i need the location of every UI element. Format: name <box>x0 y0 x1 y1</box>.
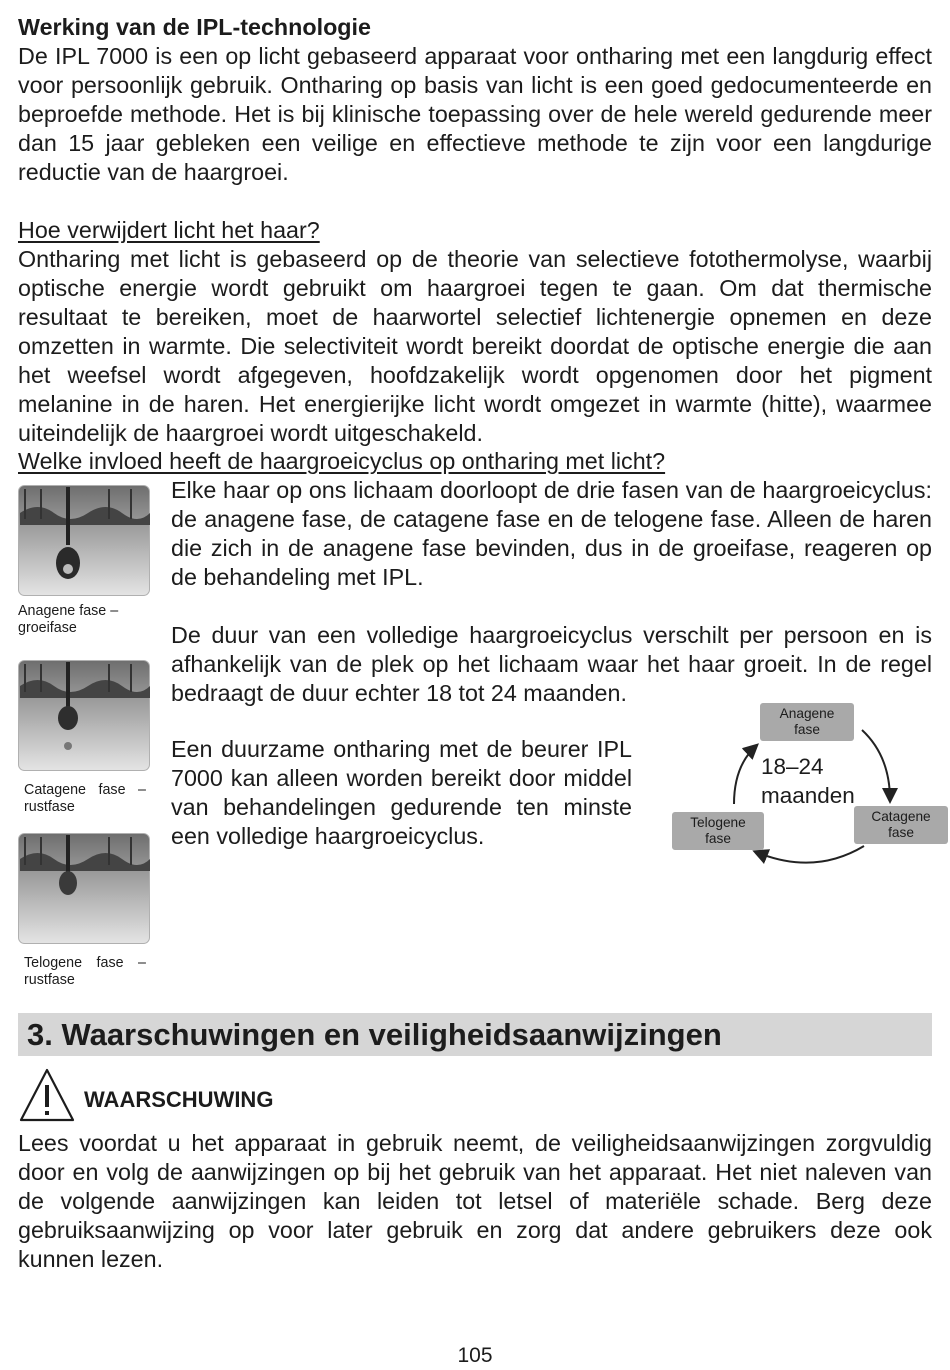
anagene-hair-illustration <box>18 485 152 597</box>
figure-catagene-phase <box>18 660 152 816</box>
warning-label: WAARSCHUWING <box>84 1087 274 1112</box>
phase-box-catagene <box>854 806 948 844</box>
chapter-heading-bar <box>18 1013 932 1056</box>
figure-caption-anagene: Anagene fase – groeifase <box>18 603 119 636</box>
cycle-duration-range: 18–24 <box>761 754 824 779</box>
figure-caption-catagene: Catagene fase – rustfase <box>24 782 146 815</box>
section-title-hair-cycle: Welke invloed heeft de haargroeicyclus op ontharing met licht? <box>18 448 666 474</box>
figure-telogene-phase <box>18 833 152 989</box>
warning-triangle-icon <box>18 1067 76 1123</box>
phase-label-telogene: Telogene fase <box>690 815 746 846</box>
chapter-title: 3. Waarschuwingen en veiligheidsaanwijzingen <box>27 1017 722 1052</box>
arrow-catagene-to-telogene <box>756 846 864 863</box>
warning-block <box>18 1067 932 1123</box>
figure-anagene-phase <box>18 485 152 637</box>
phase-label-anagene: Anagene fase <box>779 706 835 737</box>
phase-box-anagene <box>760 703 854 741</box>
section-paragraph-light-removal: Ontharing met licht is gebaseerd op de theorie van selectieve fotothermolyse, waarbij optische energie wordt gebruikt om haargroei tegen te gaan. Om dat thermische resultaat te bereiken, moet de haarwortel selectief lichtenergie opnemen en deze omzetten in warmte. Die selectiviteit wordt bereikt doordat de optische energie die aan het weefsel wordt afgegeven, hoofdzakelijk wordt opgenomen door het pigment melanine in de haren. Het energierijke licht wordt omgezet in warmte (hitte), waarmee uiteindelijk de haargroei wordt uitgeschakeld. <box>18 246 932 446</box>
warning-paragraph: Lees voordat u het apparaat in gebruik neemt, de veiligheidsaanwijzingen zorgvuldig door en volg de aanwijzingen op bij het gebruik van het apparaat. Het niet naleven van de volgende aanwijzingen kan leiden tot letsel of materiële schade. Berg deze gebruiksaanwijzing op voor later gebruik en zorg dat andere gebruikers deze ook kunnen lezen. <box>18 1130 932 1272</box>
page-number: 105 <box>457 1344 493 1367</box>
catagene-hair-illustration <box>18 660 152 772</box>
phase-box-telogene <box>672 812 764 850</box>
cycle-duration-unit: maanden <box>761 783 855 808</box>
hair-cycle-diagram <box>654 700 932 870</box>
section-title-light-removal: Hoe verwijdert licht het haar? <box>18 217 320 243</box>
cycle-duration-label <box>761 752 855 810</box>
telogene-hair-illustration <box>18 833 152 945</box>
section-paragraph-ipl-technology: De IPL 7000 is een op licht gebaseerd apparaat voor ontharing met een langdurig effect voor persoonlijk gebruik. Ontharing op basis van licht is een goed gedocumenteerde en beproefde methode. Het is bij klinische toepassing over de hele wereld gedurende meer dan 15 jaar gebleken een veilige en effectieve methode te zijn voor een langdurige reductie van de haargroei. <box>18 43 932 185</box>
section-title-ipl-technology: Werking van de IPL-technologie <box>18 14 371 40</box>
arrow-anagene-to-catagene <box>862 730 890 800</box>
hair-cycle-paragraph-3: Een duurzame ontharing met de beurer IPL 7000 kan alleen worden bereikt door middel van behandelingen gedurende ten minste een volledige haargroeicyclus. <box>171 736 632 849</box>
hair-cycle-paragraph-2: De duur van een volledige haargroeicyclus verschilt per persoon en is afhankelijk van de plek op het lichaam waar het haar groeit. In de regel bedraagt de duur echter 18 tot 24 maanden. <box>171 622 932 706</box>
phase-label-catagene: Catagene fase <box>871 809 931 840</box>
figure-caption-telogene: Telogene fase – rustfase <box>24 955 146 988</box>
hair-cycle-paragraph-1: Elke haar op ons lichaam doorloopt de drie fasen van de haargroeicyclus: de anagene fase, de catagene fase en de telogene fase. Alleen de haren die zich in de anagene fase bevinden, dus in de groeifase, reageren op de behandeling met IPL. <box>171 477 932 590</box>
arrow-telogene-to-anagene <box>734 746 756 804</box>
